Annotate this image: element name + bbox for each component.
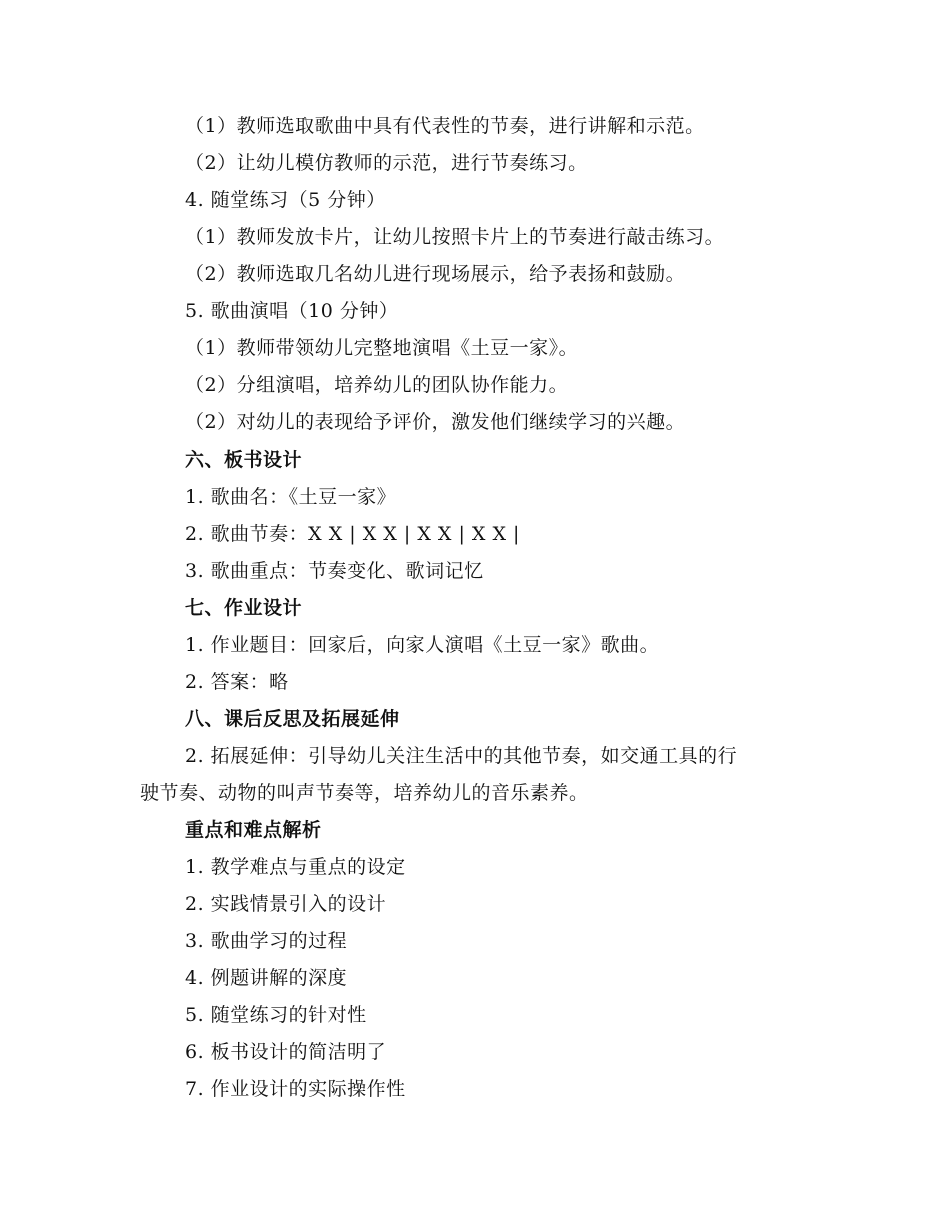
board-item: 1. 歌曲名：《土豆一家》 bbox=[185, 486, 397, 508]
board-item: 2. 歌曲节奏：X X | X X | X X | X X | bbox=[185, 523, 520, 545]
homework-item: 1. 作业题目：回家后，向家人演唱《土豆一家》歌曲。 bbox=[185, 634, 660, 656]
analysis-item: 2. 实践情景引入的设计 bbox=[185, 893, 387, 915]
step-item: （2）分组演唱，培养幼儿的团队协作能力。 bbox=[185, 374, 569, 396]
step-item: （1）教师选取歌曲中具有代表性的节奏，进行讲解和示范。 bbox=[185, 115, 705, 137]
reflection-paragraph-line: 2. 拓展延伸：引导幼儿关注生活中的其他节奏，如交通工具的行 bbox=[185, 745, 738, 767]
step-heading: 4. 随堂练习（5 分钟） bbox=[185, 189, 386, 211]
step-heading: 5. 歌曲演唱（10 分钟） bbox=[185, 300, 399, 322]
analysis-item: 4. 例题讲解的深度 bbox=[185, 967, 348, 989]
section-heading-homework: 七、作业设计 bbox=[185, 597, 303, 619]
section-heading-analysis: 重点和难点解析 bbox=[185, 819, 322, 841]
reflection-paragraph-line: 驶节奏、动物的叫声节奏等，培养幼儿的音乐素养。 bbox=[140, 782, 589, 804]
step-item: （2）教师选取几名幼儿进行现场展示，给予表扬和鼓励。 bbox=[185, 263, 686, 285]
analysis-item: 7. 作业设计的实际操作性 bbox=[185, 1078, 406, 1100]
section-heading-board-design: 六、板书设计 bbox=[185, 449, 303, 471]
analysis-item: 5. 随堂练习的针对性 bbox=[185, 1004, 367, 1026]
analysis-item: 6. 板书设计的简洁明了 bbox=[185, 1041, 387, 1063]
step-item: （2）让幼儿模仿教师的示范，进行节奏练习。 bbox=[185, 152, 588, 174]
homework-item: 2. 答案：略 bbox=[185, 671, 289, 693]
board-item: 3. 歌曲重点：节奏变化、歌词记忆 bbox=[185, 560, 484, 582]
analysis-item: 1. 教学难点与重点的设定 bbox=[185, 856, 406, 878]
step-item: （1）教师发放卡片，让幼儿按照卡片上的节奏进行敲击练习。 bbox=[185, 226, 725, 248]
analysis-item: 3. 歌曲学习的过程 bbox=[185, 930, 348, 952]
step-item: （2）对幼儿的表现给予评价，激发他们继续学习的兴趣。 bbox=[185, 411, 686, 433]
step-item: （1）教师带领幼儿完整地演唱《土豆一家》。 bbox=[185, 337, 579, 359]
section-heading-reflection: 八、课后反思及拓展延伸 bbox=[185, 708, 400, 730]
